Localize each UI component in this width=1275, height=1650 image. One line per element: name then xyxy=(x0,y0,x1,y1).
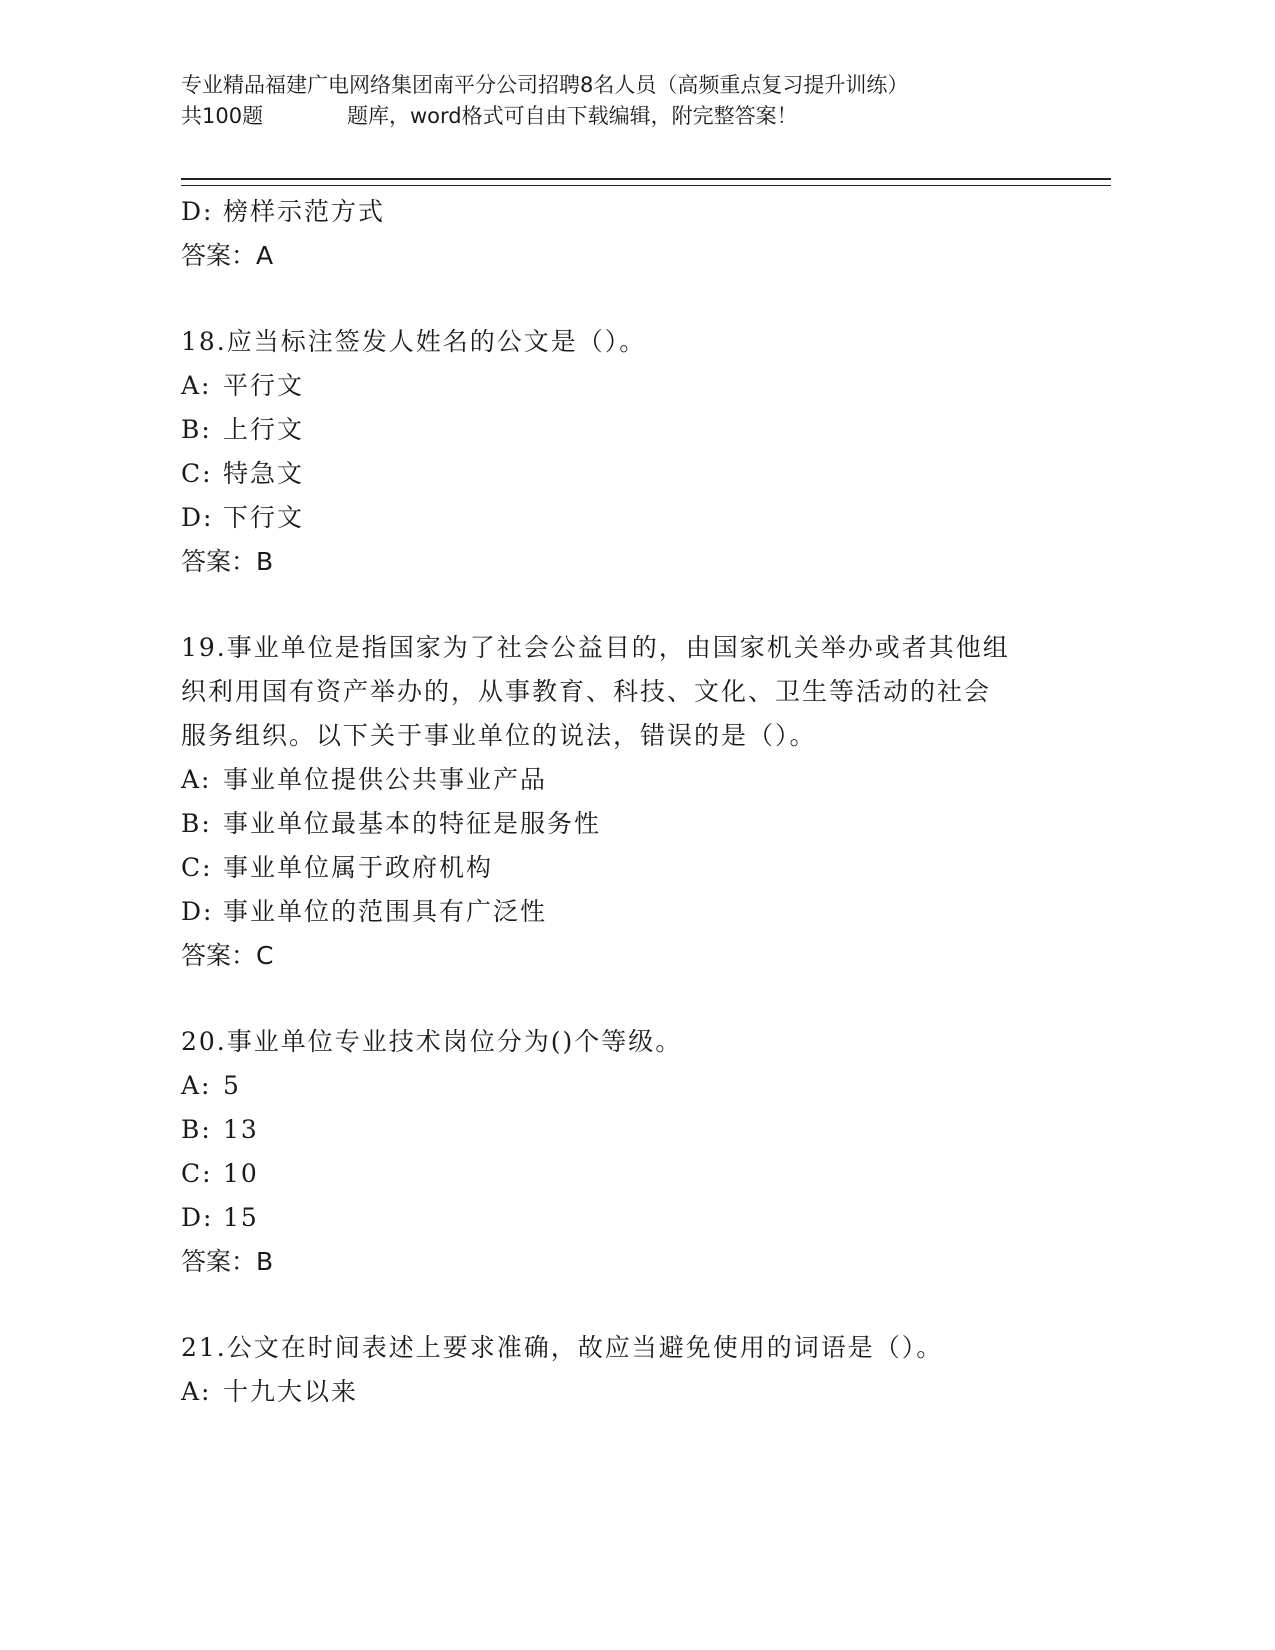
question-count: 共100题 xyxy=(181,104,264,128)
option-b: B: 13 xyxy=(181,1115,259,1144)
document-header xyxy=(181,70,1111,132)
option-a: A: 平行文 xyxy=(181,371,305,400)
question-list xyxy=(181,190,1081,1414)
option-c: C: 10 xyxy=(181,1159,259,1188)
header-subline xyxy=(181,101,1111,132)
answer-line: 答案：C xyxy=(181,941,274,970)
option-a: A: 5 xyxy=(181,1071,241,1100)
question-stem: 21.公文在时间表述上要求准确，故应当避免使用的词语是（）。 xyxy=(181,1333,944,1362)
question-stem: 18.应当标注签发人姓名的公文是（）。 xyxy=(181,327,647,356)
answer-line: 答案：B xyxy=(181,1247,274,1276)
option-d: D: 事业单位的范围具有广泛性 xyxy=(181,897,548,926)
answer-line: 答案：B xyxy=(181,547,274,576)
option-c: C: 事业单位属于政府机构 xyxy=(181,853,494,882)
question-stem-line: 19.事业单位是指国家为了社会公益目的，由国家机关举办或者其他组 xyxy=(181,633,1010,662)
option-b: B: 事业单位最基本的特征是服务性 xyxy=(181,809,602,838)
option-a: A: 事业单位提供公共事业产品 xyxy=(181,765,548,794)
question-stem-line: 织利用国有资产举办的，从事教育、科技、文化、卫生等活动的社会 xyxy=(181,677,992,706)
option-d: D: 下行文 xyxy=(181,503,305,532)
option-a: A: 十九大以来 xyxy=(181,1377,359,1406)
document-title: 专业精品福建广电网络集团南平分公司招聘8名人员（高频重点复习提升训练） xyxy=(181,73,909,97)
option-b: B: 上行文 xyxy=(181,415,305,444)
option-c: C: 特急文 xyxy=(181,459,305,488)
header-description: 题库，word格式可自由下载编辑，附完整答案！ xyxy=(347,104,798,128)
question-stem-line: 服务组织。以下关于事业单位的说法，错误的是（）。 xyxy=(181,721,817,750)
option-d: D: 15 xyxy=(181,1203,259,1232)
answer-line: 答案：A xyxy=(181,241,274,270)
question-stem: 20.事业单位专业技术岗位分为()个等级。 xyxy=(181,1027,683,1056)
header-divider xyxy=(181,178,1111,186)
option-d: D: 榜样示范方式 xyxy=(181,197,386,226)
